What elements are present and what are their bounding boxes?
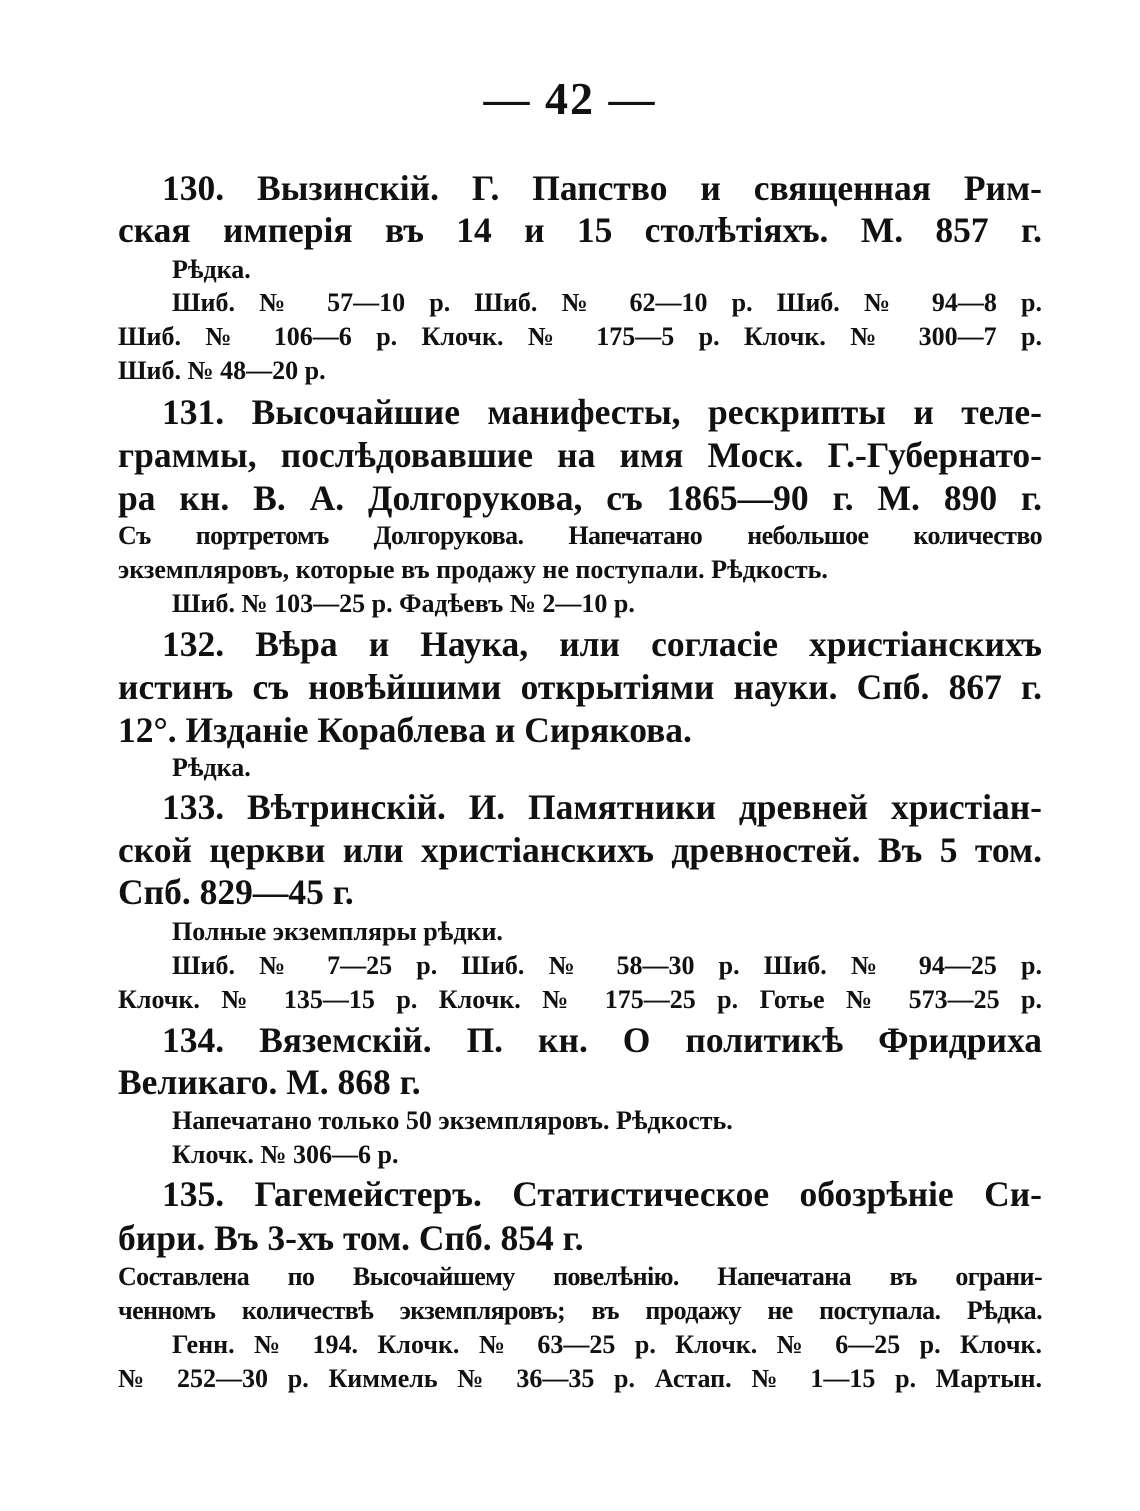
entry-131-line-3: ра кн. В. А. Долгорукова, съ 1865—90 г. М. 890 г. [118, 478, 1042, 518]
entry-132-line-3: 12°. Изданіе Кораблева и Сирякова. [118, 710, 692, 750]
entry-133-prices-1: Шиб. № 7—25 р. Шиб. № 58—30 р. Шиб. № 94—25 р. [172, 951, 1042, 980]
entry-130-prices-2: Шиб. № 106—6 р. Клочк. № 175—5 р. Клочк. № 300—7 р. [118, 322, 1042, 351]
entry-130-line-1: 130. Вызинскій. Г. Папство и священная Рим- [162, 168, 1042, 208]
entry-131-note-1: Съ портретомъ Долгорукова. Напечатано небольшое количество [118, 521, 1042, 550]
entry-134-prices: Клочк. № 306—6 р. [172, 1140, 399, 1169]
entry-130-prices-1: Шиб. № 57—10 р. Шиб. № 62—10 р. Шиб. № 94—8 р. [172, 288, 1042, 317]
entry-133-line-1: 133. Вѣтринскій. И. Памятники древней христіан- [162, 787, 1042, 827]
entry-131-line-2: граммы, послѣдовавшие на имя Моск. Г.-Губернато- [118, 435, 1042, 475]
entry-134-note: Напечатано только 50 экземпляровъ. Рѣдкость. [172, 1106, 733, 1135]
entry-132-line-2: истинъ съ новѣйшими открытіями науки. Спб. 867 г. [118, 667, 1042, 707]
entry-134-line-2: Великаго. М. 868 г. [118, 1062, 421, 1102]
entry-133-line-2: ской церкви или христіанскихъ древностей. Въ 5 том. [118, 830, 1042, 870]
entry-135-note-2: ченномъ количествѣ экземпляровъ; въ продажу не поступала. Рѣдка. [118, 1296, 1042, 1325]
entry-130-prices-3: Шиб. № 48—20 р. [118, 356, 326, 385]
entry-132-note: Рѣдка. [172, 753, 251, 782]
entry-134-line-1: 134. Вяземскій. П. кн. О политикѣ Фридриха [162, 1020, 1042, 1060]
entry-133-note: Полные экземпляры рѣдки. [172, 917, 503, 946]
entry-131-note-2: экземпляровъ, которые въ продажу не поступали. Рѣдкость. [118, 555, 828, 584]
entry-132-line-1: 132. Вѣра и Наука, или согласіе христіанскихъ [162, 624, 1042, 664]
entry-130-note: Рѣдка. [172, 255, 251, 284]
entry-135-note-1: Составлена по Высочайшему повелѣнію. Напечатана въ ограни- [118, 1262, 1042, 1291]
entry-133-line-3: Спб. 829—45 г. [118, 872, 354, 912]
entry-133-prices-2: Клочк. № 135—15 р. Клочк. № 175—25 р. Готье № 573—25 р. [118, 985, 1042, 1014]
entry-135-prices-1: Генн. № 194. Клочк. № 63—25 р. Клочк. № 6—25 р. Клочк. [172, 1330, 1042, 1359]
entry-130-line-2: ская имперія въ 14 и 15 столѣтіяхъ. М. 857 г. [118, 210, 1042, 250]
entry-131-line-1: 131. Высочайшие манифесты, рескрипты и теле- [162, 392, 1042, 432]
entry-135-line-1: 135. Гагемейстеръ. Статистическое обозрѣніе Си- [162, 1174, 1042, 1214]
page-number: — 42 — [483, 73, 657, 124]
entry-135-line-2: бири. Въ 3-хъ том. Спб. 854 г. [118, 1218, 584, 1258]
entry-135-prices-2: № 252—30 р. Киммель № 36—35 р. Астап. № 1—15 р. Мартын. [118, 1364, 1042, 1393]
entry-131-prices: Шиб. № 103—25 р. Фадѣевъ № 2—10 р. [172, 589, 635, 618]
